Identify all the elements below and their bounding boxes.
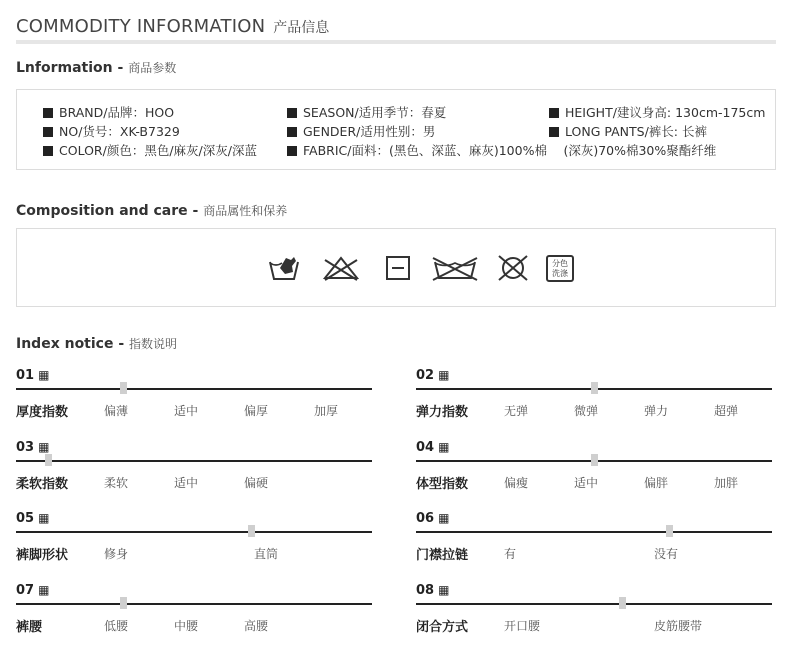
grid-icon: ▦	[438, 511, 450, 525]
index-title-cn: 指数说明	[129, 337, 178, 351]
info-item-color: COLOR/颜色：黑色/麻灰/深灰/深蓝	[43, 141, 257, 159]
index-option: 无弹	[504, 404, 529, 418]
info-item-season: SEASON/适用季节：春夏	[287, 103, 446, 121]
no-bleach-icon	[322, 254, 360, 282]
index-option: 偏硬	[244, 476, 269, 490]
bullet-square-icon	[43, 146, 53, 156]
index-marker	[120, 597, 127, 609]
grid-icon: ▦	[38, 511, 50, 525]
index-track	[416, 531, 772, 533]
info-item-brand: BRAND/品牌：HOO	[43, 103, 174, 121]
index-marker	[619, 597, 626, 609]
grid-icon: ▦	[38, 583, 50, 597]
no-tumble-dry-icon	[431, 254, 479, 282]
bullet-square-icon	[287, 127, 297, 137]
index-option: 偏厚	[244, 404, 269, 418]
index-label: 裤腰	[16, 620, 43, 635]
index-number: 08 ▦	[416, 583, 450, 598]
info-box	[16, 89, 776, 170]
index-title-en: Index notice	[16, 336, 114, 352]
index-label: 厚度指数	[16, 405, 69, 420]
care-title-en: Composition and care	[16, 203, 188, 219]
page-header	[16, 16, 329, 37]
index-option: 皮筋腰带	[654, 619, 703, 633]
info-item-fabric: FABRIC/面料：(黑色、深蓝、麻灰)100%棉 (深灰)70%棉30%聚酯纤维	[287, 141, 716, 159]
index-label: 柔软指数	[16, 477, 69, 492]
info-title-en: Lnformation	[16, 60, 113, 76]
index-option: 直筒	[254, 547, 279, 561]
header-title-cn: 产品信息	[273, 20, 330, 36]
index-number: 02 ▦	[416, 368, 450, 383]
care-box	[16, 228, 776, 307]
index-option: 偏胖	[644, 476, 669, 490]
index-option: 适中	[174, 404, 199, 418]
index-option: 高腰	[244, 619, 269, 633]
grid-icon: ▦	[38, 440, 50, 454]
index-marker	[666, 525, 673, 537]
index-track	[16, 531, 372, 533]
index-option: 修身	[104, 547, 129, 561]
index-option: 弹力	[644, 404, 669, 418]
index-option: 适中	[574, 476, 599, 490]
grid-icon: ▦	[438, 583, 450, 597]
bullet-square-icon	[287, 146, 297, 156]
index-option: 中腰	[174, 619, 199, 633]
index-marker	[120, 382, 127, 394]
bullet-square-icon	[287, 108, 297, 118]
info-title-cn: 商品参数	[128, 61, 177, 75]
index-section-title: Index notice - 指数说明	[16, 336, 178, 352]
index-option: 适中	[174, 476, 199, 490]
header-divider	[16, 40, 776, 44]
index-option: 柔软	[104, 476, 129, 490]
bullet-square-icon	[43, 108, 53, 118]
index-option: 偏瘦	[504, 476, 529, 490]
index-track	[16, 460, 372, 462]
index-marker	[591, 454, 598, 466]
index-number: 07 ▦	[16, 583, 50, 598]
index-number: 03 ▦	[16, 440, 50, 455]
grid-icon: ▦	[438, 440, 450, 454]
index-label: 门襟拉链	[416, 548, 469, 563]
hand-wash-icon	[268, 254, 300, 282]
grid-icon: ▦	[38, 368, 50, 382]
bullet-square-icon	[549, 108, 559, 118]
index-marker	[248, 525, 255, 537]
info-item-height: HEIGHT/建议身高: 130cm-175cm	[549, 103, 765, 121]
index-number: 06 ▦	[416, 511, 450, 526]
info-item-no: NO/货号：XK-B7329	[43, 122, 180, 140]
info-section-title: Lnformation - 商品参数	[16, 60, 177, 76]
index-number: 05 ▦	[16, 511, 50, 526]
wash-separately-icon: 分色 洗涤	[546, 255, 574, 282]
index-number: 04 ▦	[416, 440, 450, 455]
index-option: 没有	[654, 547, 679, 561]
index-option: 偏薄	[104, 404, 129, 418]
index-label: 裤脚形状	[16, 548, 69, 563]
bullet-square-icon	[43, 127, 53, 137]
index-marker	[45, 454, 52, 466]
header-title-en: COMMODITY INFORMATION	[16, 16, 266, 37]
info-item-long-pants: LONG PANTS/裤长: 长裤	[549, 122, 707, 140]
index-label: 闭合方式	[416, 620, 469, 635]
bullet-square-icon	[549, 127, 559, 137]
index-option: 开口腰	[504, 619, 541, 633]
index-option: 有	[504, 547, 517, 561]
index-label: 体型指数	[416, 477, 469, 492]
grid-icon: ▦	[438, 368, 450, 382]
index-marker	[591, 382, 598, 394]
index-track	[16, 603, 372, 605]
index-option: 低腰	[104, 619, 129, 633]
care-section-title: Composition and care - 商品属性和保养	[16, 203, 288, 219]
index-option: 加胖	[714, 476, 739, 490]
index-track	[16, 388, 372, 390]
index-option: 加厚	[314, 404, 339, 418]
dry-flat-icon	[385, 254, 411, 282]
index-number: 01 ▦	[16, 368, 50, 383]
no-dry-clean-icon	[496, 254, 530, 282]
info-item-gender: GENDER/适用性别：男	[287, 122, 435, 140]
index-label: 弹力指数	[416, 405, 469, 420]
index-track	[416, 603, 772, 605]
index-option: 超弹	[714, 404, 739, 418]
index-option: 微弹	[574, 404, 599, 418]
care-title-cn: 商品属性和保养	[203, 204, 288, 218]
